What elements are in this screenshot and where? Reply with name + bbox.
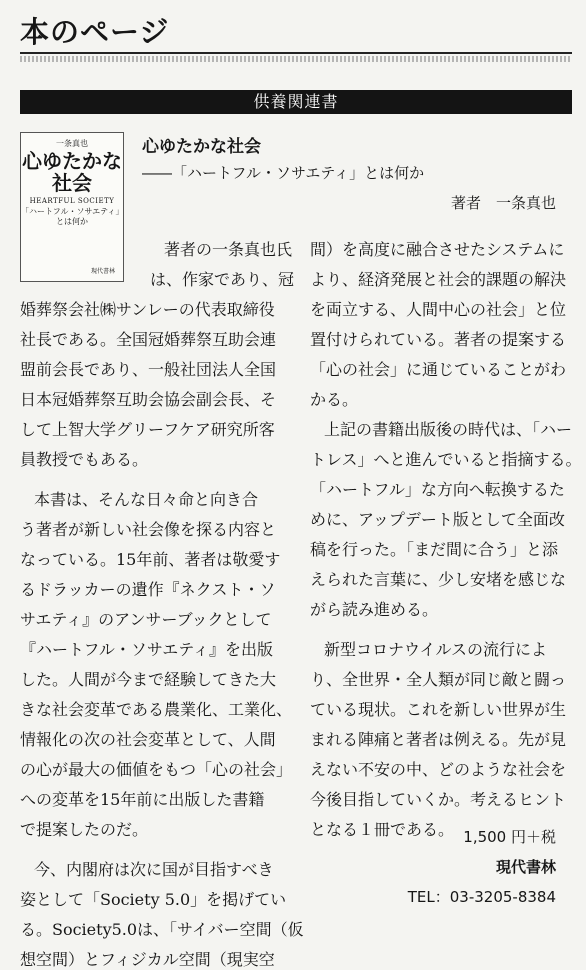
cover-title-line2: 社会 — [52, 171, 92, 195]
text-line: なっている。15年前、著者は敬愛す — [20, 550, 281, 569]
text-line: 姿として「Society 5.0」を掲げてい — [20, 890, 287, 909]
text-line: きな社会変革である農業化、工業化、 — [20, 700, 293, 719]
cover-subtitle-line1: 「ハートフル・ソサエティ」 — [21, 207, 124, 216]
cover-publisher: 現代書林 — [90, 268, 115, 275]
text-line: サエティ』のアンサーブックとして — [20, 610, 272, 629]
cover-subtitle-line2: とは何か — [56, 217, 88, 226]
book-title: 心ゆたかな社会 — [142, 137, 261, 157]
title-divider — [20, 52, 572, 54]
text-line: めに、アップデート版として全面改 — [310, 510, 565, 529]
text-line: 「ハートフル」な方向へ転換するた — [310, 480, 565, 499]
text-line: 想空間）とフィジカル空間（現実空 — [20, 950, 275, 969]
text-line: 員教授でもある。 — [20, 450, 149, 469]
cover-english-title: HEARTFUL SOCIETY — [29, 197, 115, 205]
text-line: 今、内閣府は次に国が目指すべき — [34, 860, 274, 879]
text-line: 稿を行った。「まだ間に合う」と添 — [310, 540, 559, 559]
text-line: の心が最大の価値をもつ「心の社会」 — [20, 760, 293, 779]
cover-title-line1: 心ゆたかな — [22, 149, 122, 173]
text-line: るドラッカーの遺作『ネクスト・ソ — [20, 580, 276, 599]
text-line: となる１冊である。 — [310, 820, 455, 839]
title-divider-texture — [20, 56, 572, 62]
book-price: 1,500 円＋税 — [463, 828, 556, 846]
text-line: 情報化の次の社会変革として、人間 — [20, 730, 276, 749]
text-line: 置付けられている。著者の提案する — [310, 330, 567, 349]
text-line: は、作家であり、冠 — [150, 270, 295, 289]
text-line: 「心の社会」に通じていることがわ — [310, 360, 567, 379]
text-line: を両立する、人間中心の社会」と位 — [310, 300, 567, 319]
book-cover-image — [20, 132, 124, 282]
text-line: る。Society5.0は、「サイバー空間（仮 — [20, 920, 304, 939]
text-line: かる。 — [310, 390, 359, 409]
text-line: 本書は、そんな日々命と向き合 — [34, 490, 259, 509]
cover-title — [21, 150, 123, 194]
text-line: 著者の一条真也氏 — [164, 240, 293, 259]
cover-author: 一条真也 — [56, 139, 88, 148]
text-line: 上記の書籍出版後の時代は、「ハー — [324, 420, 573, 439]
publisher-phone: TEL：03-3205-8384 — [407, 888, 556, 906]
text-line: 社長である。全国冠婚葬祭互助会連 — [20, 330, 277, 349]
text-line: り、全世界・全人類が同じ敵と闘っ — [310, 670, 567, 689]
text-line: えない不安の中、どのような社会を — [310, 760, 567, 779]
text-line: 『ハートフル・ソサエティ』を出版 — [20, 640, 273, 659]
text-line: 盟前会長であり、一般社団法人全国 — [20, 360, 277, 379]
cover-subtitle — [21, 207, 123, 227]
book-subtitle: ――「ハートフル・ソサエティ」とは何か — [142, 164, 425, 182]
text-line: 今後目指していくか。考えるヒント — [310, 790, 567, 809]
text-line: 婚葬祭会社㈱サンレーの代表取締役 — [20, 300, 275, 319]
text-line: 新型コロナウイルスの流行によ — [324, 640, 548, 659]
book-author: 著者 一条真也 — [450, 194, 556, 212]
text-line: ている現状。これを新しい世界が生 — [310, 700, 567, 719]
text-line: より、経済発展と社会的課題の解決 — [310, 270, 567, 289]
publisher-name: 現代書林 — [495, 858, 556, 876]
text-line: して上智大学グリーフケア研究所客 — [20, 420, 275, 439]
text-line: 日本冠婚葬祭互助会協会副会長、そ — [20, 390, 277, 409]
text-line: まれる陣痛と著者は例える。先が見 — [310, 730, 567, 749]
page-title: 本のページ — [20, 15, 170, 49]
text-line: う著者が新しい社会像を探る内容と — [20, 520, 277, 539]
text-line: で提案したのだ。 — [20, 820, 149, 839]
text-line: トレス」へと進んでいると指摘する。 — [310, 450, 582, 469]
text-line: 間）を高度に融合させたシステムに — [310, 240, 565, 259]
text-line: がら読み進める。 — [310, 600, 439, 619]
section-heading-bar: 供養関連書 — [20, 90, 572, 114]
text-line: えられた言葉に、少し安堵を感じな — [310, 570, 567, 589]
text-line: への変革を15年前に出版した書籍 — [20, 790, 265, 809]
text-line: した。人間が今まで経験してきた大 — [20, 670, 277, 689]
